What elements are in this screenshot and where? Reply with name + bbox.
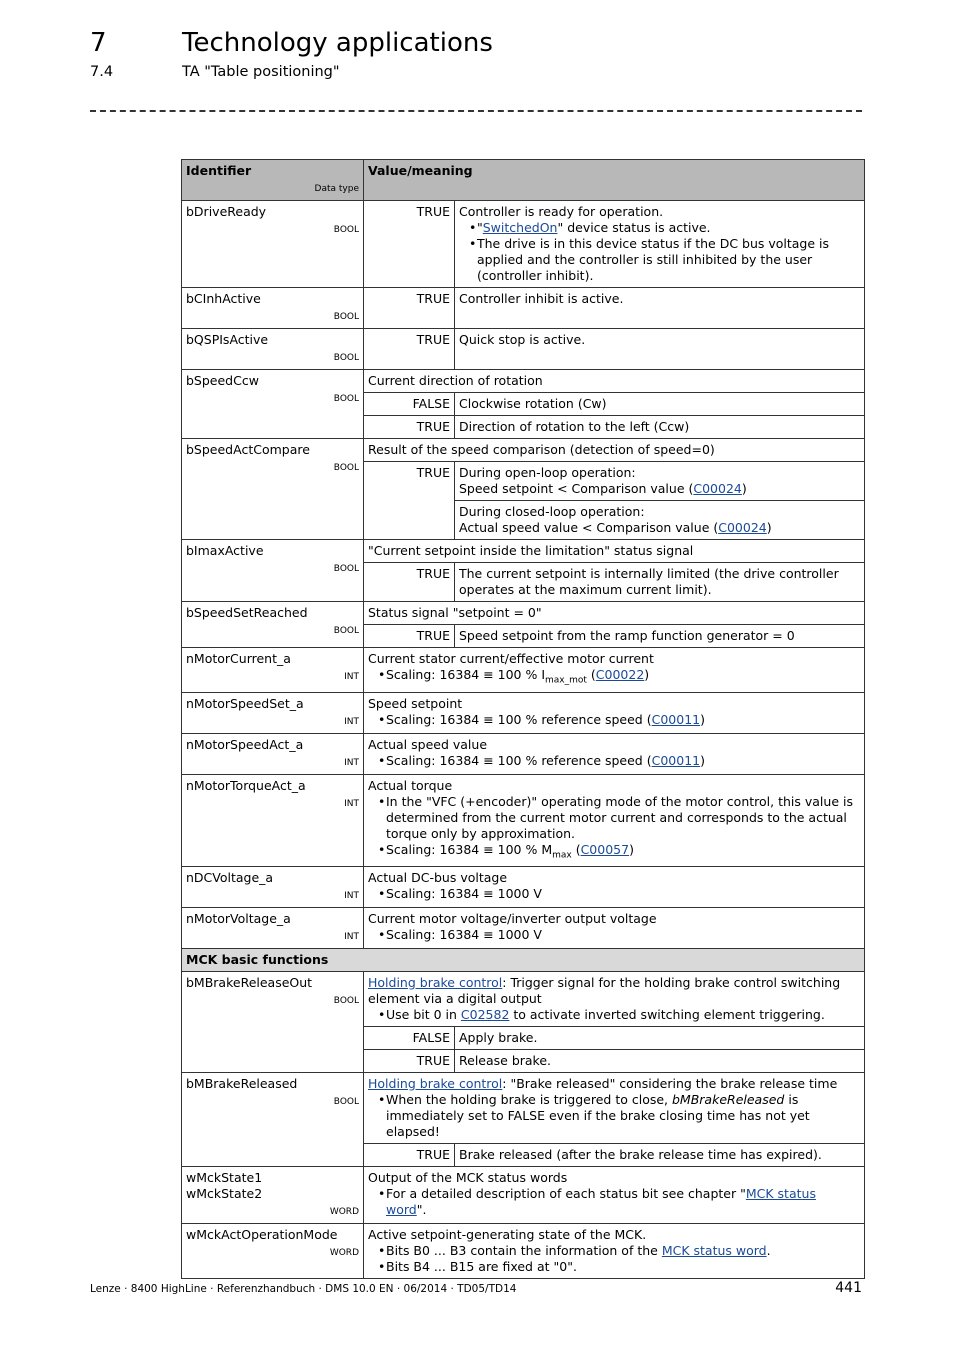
meaning-cell: Apply brake. [455, 1027, 865, 1050]
meaning-cell: Actual torque • In the "VFC (+encoder)" operating mode of the motor control, this value is determined from the current motor current and corresponds to the actual torque only by approximation. • Scaling: 16384 ≡ 100 % $M_{max}$ (C00057) [364, 774, 865, 867]
list-item: • Scaling: 16384 ≡ 100 % $I_{max\_mot}$ (C00022) [378, 667, 860, 689]
meaning-cell: Holding brake control: Trigger signal for the holding brake control switching element via a digital output • Use bit 0 in C02582 to activate inverted switching element triggering. [364, 972, 865, 1027]
table-row [182, 867, 865, 908]
table-row [182, 288, 865, 329]
meaning-cell: During open-loop operation: Speed setpoint < Comparison value (C00024) [455, 462, 865, 501]
identifier-cell: bSpeedActCompare BOOL [182, 439, 364, 540]
identifier-cell: nMotorTorqueAct_a INT [182, 774, 364, 867]
identifier-cell: bSpeedCcw BOOL [182, 370, 364, 439]
list-item: • Bits B4 ... B15 are fixed at "0". [378, 1259, 860, 1275]
value-cell: TRUE [364, 625, 455, 648]
identifier-cell: nMotorVoltage_a INT [182, 908, 364, 949]
identifier-cell: nMotorSpeedAct_a INT [182, 733, 364, 774]
meaning-cell: Active setpoint-generating state of the MCK. • Bits B0 ... B3 contain the information of the MCK status word. • Bits B4 ... B15 are fixed at "0". [364, 1224, 865, 1279]
meaning-cell: "Current setpoint inside the limitation" status signal [364, 540, 865, 563]
list-item: • Use bit 0 in C02582 to activate inverted switching element triggering. [378, 1007, 860, 1023]
meaning-cell: Current stator current/effective motor current • Scaling: 16384 ≡ 100 % $I_{max\_mot}$ (C00022) [364, 648, 865, 693]
list-item: • Scaling: 16384 ≡ 100 % $M_{max}$ (C00057) [378, 842, 860, 864]
meaning-cell: Controller is ready for operation. • "SwitchedOn" device status is active. • The drive is in this device status if the DC bus voltage is applied and the controller is still inhibited by the user (controller inhibit). [455, 201, 865, 288]
c00011-link[interactable]: C00011 [651, 711, 701, 727]
c00011-link[interactable]: C00011 [651, 752, 701, 768]
meaning-cell: Output of the MCK status words • For a detailed description of each status bit see chapter "MCK status word". [364, 1167, 865, 1224]
meaning-cell: Actual DC-bus voltage • Scaling: 16384 ≡ 1000 V [364, 867, 865, 908]
identifier-cell: nDCVoltage_a INT [182, 867, 364, 908]
list-item: • When the holding brake is triggered to close, bMBrakeReleased is immediately set to FALSE even if the brake closing time has not yet elapsed! [378, 1092, 860, 1140]
value-cell: TRUE [364, 416, 455, 439]
meaning-cell: Holding brake control: "Brake released" considering the brake release time • When the holding brake is triggered to close, bMBrakeReleased is immediately set to FALSE even if the brake closing time has not yet elapsed! [364, 1073, 865, 1144]
meaning-cell: Current motor voltage/inverter output voltage • Scaling: 16384 ≡ 1000 V [364, 908, 865, 949]
meaning-cell: Actual speed value • Scaling: 16384 ≡ 100 % reference speed (C00011) [364, 733, 865, 774]
identifier-cell: bDriveReady BOOL [182, 201, 364, 288]
list-item: • "SwitchedOn" device status is active. [469, 220, 860, 236]
value-cell: TRUE [364, 1144, 455, 1167]
footer-text: Lenze · 8400 HighLine · Referenzhandbuch · DMS 10.0 EN · 06/2014 · TD05/TD14 [90, 1283, 517, 1295]
c02582-link[interactable]: C02582 [460, 1007, 510, 1022]
identifier-cell: bMBrakeReleaseOut BOOL [182, 972, 364, 1073]
meaning-cell: Controller inhibit is active. [455, 288, 865, 329]
table-row [182, 370, 865, 393]
list-item: • For a detailed description of each status bit see chapter "MCK status word". [378, 1186, 860, 1218]
table-row [182, 1073, 865, 1144]
meaning-cell: Quick stop is active. [455, 329, 865, 370]
value-cell: FALSE [364, 1027, 455, 1050]
list-item: • The drive is in this device status if the DC bus voltage is applied and the controller is still inhibited by the user (controller inhibit). [469, 236, 860, 284]
header-identifier: Identifier Data type [182, 160, 364, 201]
table-row [182, 329, 865, 370]
value-cell: TRUE [364, 201, 455, 288]
table-row [182, 692, 865, 733]
holding-brake-control-link[interactable]: Holding brake control [368, 975, 503, 990]
table-row [182, 1167, 865, 1224]
value-cell: TRUE [364, 462, 455, 540]
list-item: • Scaling: 16384 ≡ 1000 V [378, 927, 860, 943]
table-header-row [182, 160, 865, 201]
section-row [182, 949, 865, 972]
header-value-meaning: Value/meaning [364, 160, 865, 201]
meaning-cell: Speed setpoint • Scaling: 16384 ≡ 100 % reference speed (C00011) [364, 692, 865, 733]
table-row [182, 908, 865, 949]
signal-table [181, 159, 865, 1279]
value-cell: TRUE [364, 288, 455, 329]
section-number: 7.4 [90, 64, 114, 80]
meaning-cell: Release brake. [455, 1050, 865, 1073]
meaning-cell: Current direction of rotation [364, 370, 865, 393]
identifier-cell: wMckActOperationMode WORD [182, 1224, 364, 1279]
table-row [182, 439, 865, 462]
mck-status-word-link[interactable]: MCK status word [661, 1243, 767, 1258]
c00024-link[interactable]: C00024 [693, 481, 742, 496]
mck-status-word-link[interactable]: MCK status word [386, 1186, 816, 1217]
identifier-cell: bSpeedSetReached BOOL [182, 602, 364, 648]
meaning-cell: During closed-loop operation: Actual speed value < Comparison value (C00024) [455, 501, 865, 540]
header-divider [90, 110, 862, 112]
value-cell: TRUE [364, 1050, 455, 1073]
chapter-title: Technology applications [182, 28, 493, 58]
table-row [182, 733, 865, 774]
table-row [182, 540, 865, 563]
list-item: • Scaling: 16384 ≡ 100 % reference speed (C00011) [378, 712, 860, 728]
identifier-cell: nMotorSpeedSet_a INT [182, 692, 364, 733]
meaning-cell: The current setpoint is internally limited (the drive controller operates at the maximum current limit). [455, 563, 865, 602]
list-item: • Scaling: 16384 ≡ 100 % reference speed (C00011) [378, 753, 860, 769]
c00024-link[interactable]: C00024 [718, 520, 767, 535]
meaning-cell: Direction of rotation to the left (Ccw) [455, 416, 865, 439]
section-title-mck: MCK basic functions [182, 949, 865, 972]
identifier-cell: bImaxActive BOOL [182, 540, 364, 602]
identifier-cell: bQSPIsActive BOOL [182, 329, 364, 370]
chapter-number: 7 [90, 28, 107, 58]
holding-brake-control-link[interactable]: Holding brake control [368, 1076, 503, 1091]
value-cell: TRUE [364, 563, 455, 602]
table-row [182, 1224, 865, 1279]
c00022-link[interactable]: C00022 [595, 667, 645, 682]
meaning-cell: Brake released (after the brake release time has expired). [455, 1144, 865, 1167]
c00057-link[interactable]: C00057 [580, 841, 630, 857]
meaning-cell: Result of the speed comparison (detection of speed=0) [364, 439, 865, 462]
section-title: TA "Table positioning" [182, 64, 340, 80]
table-row [182, 648, 865, 693]
value-cell: FALSE [364, 393, 455, 416]
list-item: • Scaling: 16384 ≡ 1000 V [378, 886, 860, 902]
switchedon-link[interactable]: SwitchedOn [482, 220, 558, 235]
table-row [182, 774, 865, 867]
identifier-cell: nMotorCurrent_a INT [182, 648, 364, 693]
table-row [182, 602, 865, 625]
table-row [182, 972, 865, 1027]
meaning-cell: Clockwise rotation (Cw) [455, 393, 865, 416]
identifier-cell: wMckState1 wMckState2 WORD [182, 1167, 364, 1224]
identifier-cell: bCInhActive BOOL [182, 288, 364, 329]
list-item: • Bits B0 ... B3 contain the information of the MCK status word. [378, 1243, 860, 1259]
value-cell: TRUE [364, 329, 455, 370]
identifier-cell: bMBrakeReleased BOOL [182, 1073, 364, 1167]
meaning-cell: Speed setpoint from the ramp function generator = 0 [455, 625, 865, 648]
meaning-cell: Status signal "setpoint = 0" [364, 602, 865, 625]
page-number: 441 [835, 1280, 862, 1296]
list-item: • In the "VFC (+encoder)" operating mode of the motor control, this value is determined from the current motor current and corresponds to the actual torque only by approximation. [378, 794, 860, 842]
table-row [182, 201, 865, 288]
